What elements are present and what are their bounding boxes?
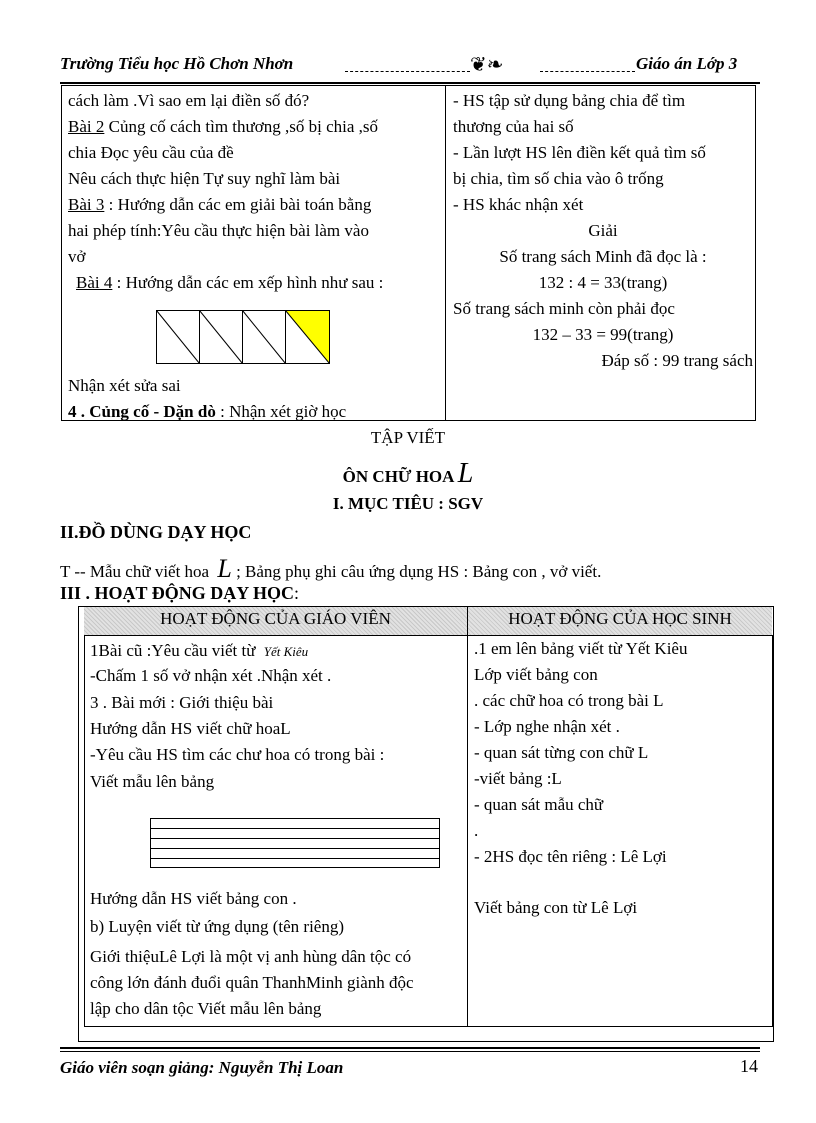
student-line-3: . các chữ hoa có trong bài L	[474, 691, 664, 710]
student-line-6: -viết bảng :L	[474, 769, 562, 788]
bai3-line-2: hai phép tính:Yêu cầu thực hiện bài làm vào	[68, 221, 369, 240]
student-line-7: - quan sát mẫu chữ	[474, 795, 604, 814]
page-number: 14	[740, 1056, 758, 1076]
t1-right-line-4: bị chia, tìm số chia vào ô trống	[453, 169, 664, 188]
teacher-line-2: -Chấm 1 số vở nhận xét .Nhận xét .	[90, 666, 332, 685]
t1-right-line-1: - HS tập sử dụng bảng chia để tìm	[453, 91, 686, 110]
school-name: Trường Tiểu học Hồ Chơn Nhơn	[60, 54, 294, 73]
bai3-label: Bài 3	[68, 195, 105, 214]
teacher-line-11: lập cho dân tộc Viết mẫu lên bảng	[90, 999, 322, 1018]
subject-title: TẬP VIẾT	[370, 428, 446, 447]
materials-prefix: T -- Mẫu chữ viết hoa	[60, 562, 210, 581]
materials-line	[60, 554, 601, 584]
bai3-line-3: vở	[68, 247, 86, 266]
activities-title-line	[60, 583, 299, 604]
bai2-label: Bài 2	[68, 117, 105, 136]
bai2-line-3: Nêu cách thực hiện Tự suy nghĩ làm bài	[68, 169, 341, 188]
teacher-line-5: -Yêu cầu HS tìm các chư hoa có trong bài :	[90, 745, 385, 764]
objective-title: I. MỤC TIÊU : SGV	[332, 494, 484, 513]
teacher-line-3: 3 . Bài mới : Giới thiệu bài	[90, 693, 274, 712]
t1-left-line-review: Nhận xét sửa sai	[68, 376, 181, 395]
cungco-text: : Nhận xét giờ học	[215, 402, 347, 421]
header-rule	[60, 82, 760, 84]
bai4-line	[76, 270, 448, 296]
lesson-title-text: ÔN CHỮ HOA	[342, 467, 454, 486]
t1-right-line-2: thương của hai số	[453, 117, 574, 136]
teacher-line-7: Hướng dẫn HS viết bảng con .	[90, 889, 297, 908]
student-line-4: - Lớp nghe nhận xét .	[474, 717, 620, 736]
bai4-label: Bài 4	[76, 273, 113, 292]
student-line-2: Lớp viết bảng con	[474, 665, 598, 684]
t1-left-line-1: cách làm .Vì sao em lại điền số đó?	[68, 91, 310, 110]
solution-line-4: 132 – 33 = 99(trang)	[532, 325, 674, 344]
bai2-line	[68, 114, 440, 140]
teacher-line-1-text: 1Bài cũ :Yêu cầu viết từ	[90, 641, 256, 660]
activities-title: III . HOẠT ĐỘNG DẠY HỌC	[60, 583, 295, 603]
student-line-5: - quan sát từng con chữ L	[474, 743, 649, 762]
footer-rule-thin	[60, 1051, 760, 1052]
teacher-script-words: Yết Kiêu	[263, 644, 309, 659]
activities-colon: :	[294, 583, 300, 603]
materials-title: II.ĐỒ DÙNG DẠY HỌC	[60, 522, 252, 542]
writing-lines-figure	[150, 818, 440, 868]
teacher-line-10: công lớn đánh đuổi quân ThanhMinh giành độc	[90, 973, 414, 992]
t1-right-line-5: - HS khác nhận xét	[453, 195, 584, 214]
header-ornament-icon: ❦❧	[470, 54, 504, 76]
teacher-column-header: HOẠT ĐỘNG CỦA GIÁO VIÊN	[160, 609, 391, 628]
solution-heading: Giải	[588, 221, 618, 240]
bai4-text: : Hướng dẫn các em xếp hình như sau :	[112, 273, 384, 292]
class-title: Giáo án Lớp 3	[636, 54, 738, 73]
solution-line-2: 132 : 4 = 33(trang)	[538, 273, 668, 292]
student-column-header: HOẠT ĐỘNG CỦA HỌC SINH	[508, 609, 732, 628]
student-line-8: .	[474, 821, 479, 840]
footer-rule-thick	[60, 1047, 760, 1049]
t1-right-line-3: - Lần lượt HS lên điền kết quả tìm số	[453, 143, 706, 162]
bai3-line	[68, 192, 440, 218]
lesson-letter: L	[457, 458, 474, 489]
table-2-divider	[467, 607, 468, 1027]
solution-line-1: Số trang sách Minh đã đọc là :	[499, 247, 707, 266]
solution-answer: Đáp số : 99 trang sách	[601, 351, 753, 370]
teacher-line-4: Hướng dẫn HS viết chữ hoaL	[90, 719, 291, 738]
bai2-line-2: chia Đọc yêu cầu của đề	[68, 143, 234, 162]
header-dash-left	[345, 71, 470, 72]
teacher-line-1	[90, 638, 464, 664]
header-dash-right	[540, 71, 635, 72]
student-line-9: - 2HS đọc tên riêng : Lê Lợi	[474, 847, 667, 866]
bai3-text: : Hướng dẫn các em giải bài toán bằng	[104, 195, 372, 214]
solution-line-3: Số trang sách minh còn phải đọc	[453, 299, 675, 318]
teacher-line-6: Viết mẫu lên bảng	[90, 772, 215, 791]
triangle-squares-figure	[156, 310, 330, 364]
lesson-title	[0, 458, 816, 490]
table-1-divider	[445, 85, 446, 421]
materials-letter: L	[217, 554, 232, 583]
student-line-1: .1 em lên bảng viết từ Yết Kiêu	[474, 639, 688, 658]
teacher-line-8: b) Luyện viết từ ứng dụng (tên riêng)	[90, 917, 345, 936]
cungco-line	[68, 399, 440, 425]
bai2-text: Củng cố cách tìm thương ,số bị chia ,số	[104, 117, 378, 136]
materials-rest: ; Bảng phụ ghi câu ứng dụng HS : Bảng con , vở viết.	[236, 562, 602, 581]
footer-author: Giáo viên soạn giảng: Nguyễn Thị Loan	[60, 1058, 344, 1077]
cungco-label: 4 . Củng cố - Dặn dò	[68, 402, 216, 421]
student-line-10: Viết bảng con từ Lê Lợi	[474, 898, 638, 917]
teacher-line-9: Giới thiệuLê Lợi là một vị anh hùng dân tộc có	[90, 947, 412, 966]
